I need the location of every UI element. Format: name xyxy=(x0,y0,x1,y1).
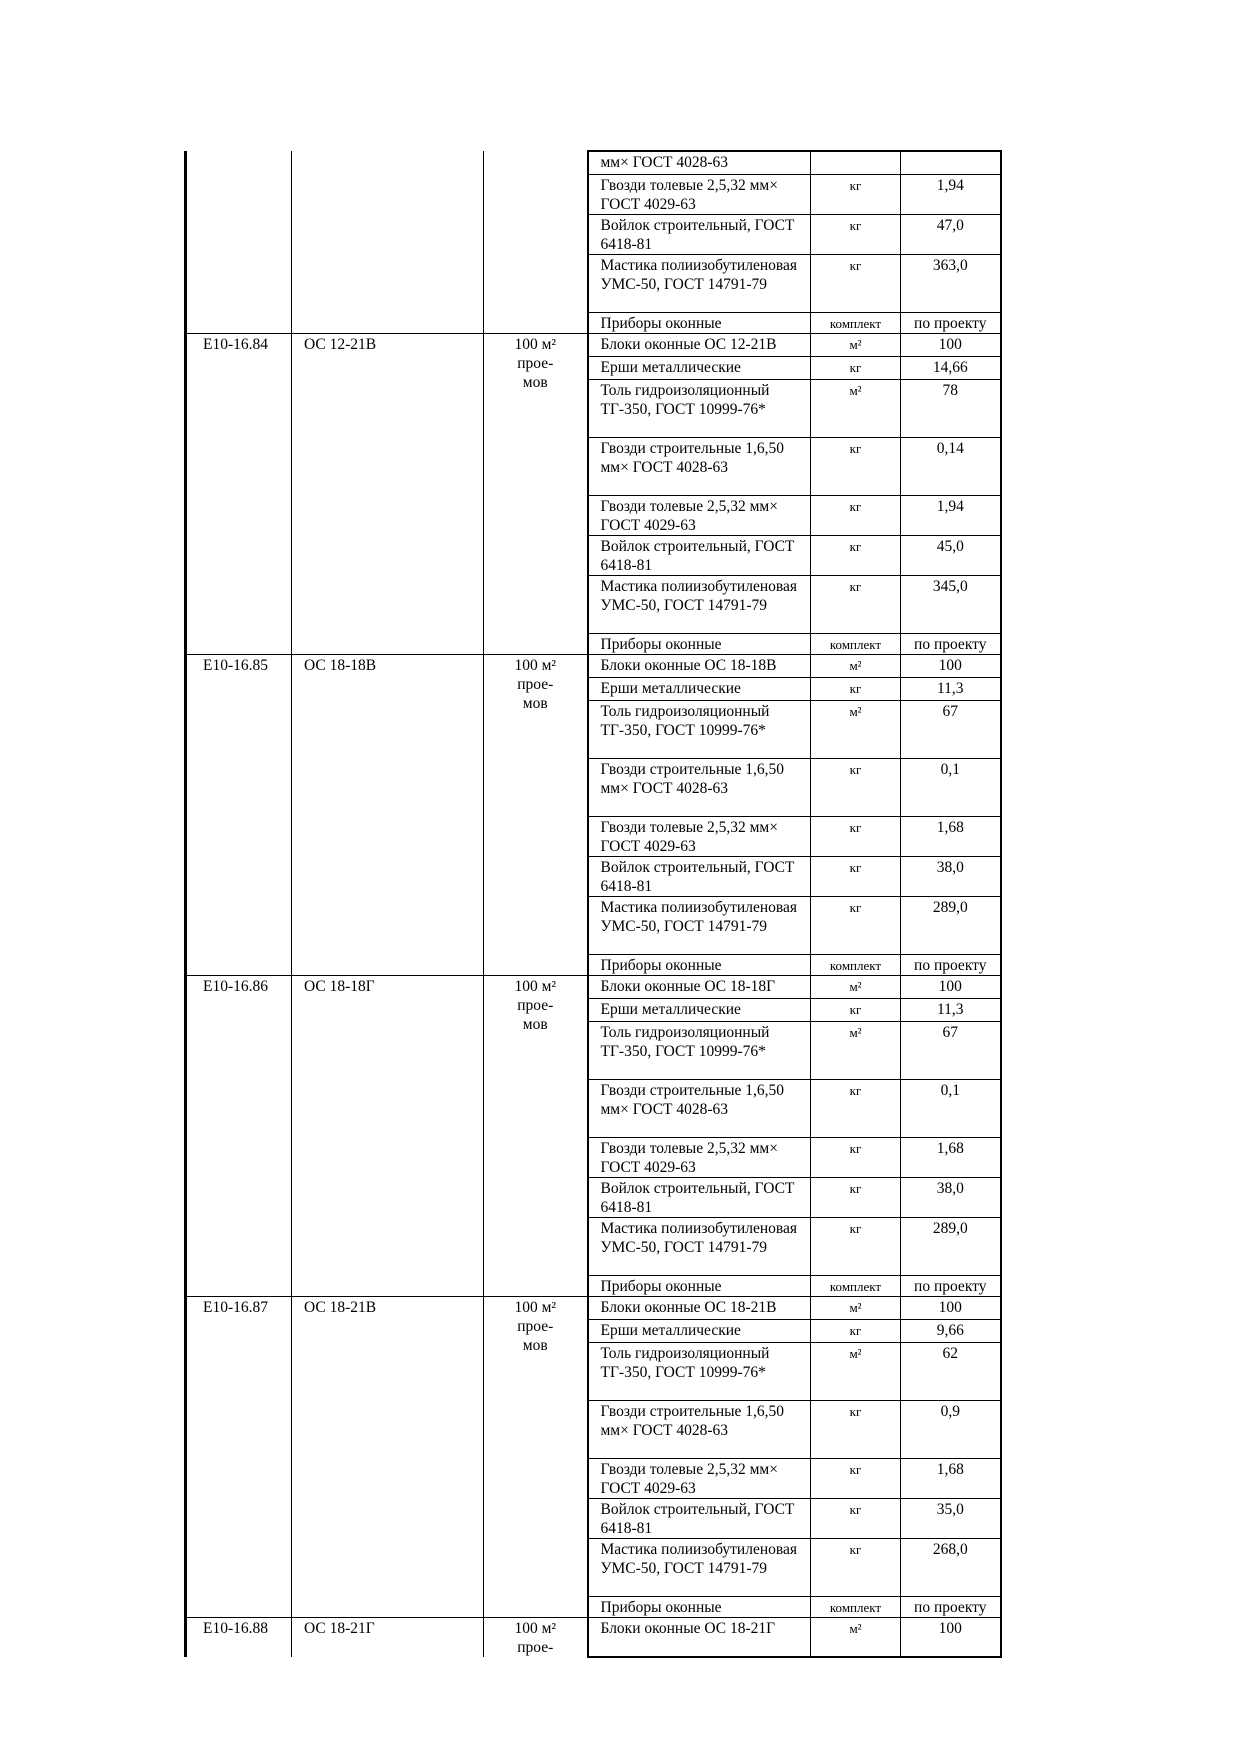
unit-line-2: прое- xyxy=(517,1638,554,1656)
measure-unit-cell: м² xyxy=(811,975,901,998)
measure-unit-cell: м² xyxy=(811,1617,901,1657)
norm-unit xyxy=(484,333,588,654)
measure-unit-cell: комплект xyxy=(811,312,901,333)
quantity-cell: 62 xyxy=(901,1342,1001,1400)
norms-table-page xyxy=(184,150,999,1658)
name-cell xyxy=(292,174,484,214)
measure-unit-cell: кг xyxy=(811,1319,901,1342)
norm-code: Е10-16.87 xyxy=(186,1296,292,1617)
unit-line-1: 100 м² xyxy=(514,656,557,674)
unit-cell xyxy=(484,254,588,312)
resource-name-cell: Гвозди толевые 2,5,32 мм× ГОСТ 4029-63 xyxy=(588,1137,811,1177)
unit-cell xyxy=(484,312,588,333)
quantity-cell: по проекту xyxy=(901,954,1001,975)
quantity-cell: 345,0 xyxy=(901,575,1001,633)
resource-name-cell: Мастика полиизобутиленовая УМС-50, ГОСТ 14791-79 xyxy=(588,575,811,633)
quantity-cell: 100 xyxy=(901,1296,1001,1319)
quantity-cell: по проекту xyxy=(901,1275,1001,1296)
quantity-cell: 1,68 xyxy=(901,816,1001,856)
resource-name-cell: Гвозди строительные 1,6,50 мм× ГОСТ 4028-63 xyxy=(588,437,811,495)
item-name: ОС 18-18В xyxy=(292,654,484,975)
measure-unit-cell: кг xyxy=(811,1079,901,1137)
resource-name-cell: Войлок строительный, ГОСТ 6418-81 xyxy=(588,856,811,896)
resource-name-cell: Войлок строительный, ГОСТ 6418-81 xyxy=(588,214,811,254)
resource-name-cell: Ерши металлические xyxy=(588,677,811,700)
quantity-cell: 0,9 xyxy=(901,1400,1001,1458)
quantity-cell: 38,0 xyxy=(901,856,1001,896)
resource-name-cell: Гвозди строительные 1,6,50 мм× ГОСТ 4028-63 xyxy=(588,1079,811,1137)
quantity-cell: 1,94 xyxy=(901,495,1001,535)
table-row xyxy=(186,1617,1001,1657)
resource-name-cell: Войлок строительный, ГОСТ 6418-81 xyxy=(588,1177,811,1217)
measure-unit-cell: кг xyxy=(811,1217,901,1275)
table-row xyxy=(186,312,1001,333)
measure-unit-cell: м² xyxy=(811,333,901,356)
measure-unit-cell: кг xyxy=(811,174,901,214)
quantity-cell: 47,0 xyxy=(901,214,1001,254)
measure-unit-cell: комплект xyxy=(811,1596,901,1617)
unit-cell xyxy=(484,214,588,254)
table-row xyxy=(186,174,1001,214)
measure-unit-cell: м² xyxy=(811,1342,901,1400)
resource-name-cell: Ерши металлические xyxy=(588,356,811,379)
quantity-cell: 289,0 xyxy=(901,896,1001,954)
quantity-cell: 67 xyxy=(901,700,1001,758)
code-cell xyxy=(186,312,292,333)
measure-unit-cell: кг xyxy=(811,1137,901,1177)
name-cell xyxy=(292,254,484,312)
resource-name-cell: Гвозди строительные 1,6,50 мм× ГОСТ 4028-63 xyxy=(588,758,811,816)
quantity-cell: 1,94 xyxy=(901,174,1001,214)
resource-name-cell: Мастика полиизобутиленовая УМС-50, ГОСТ 14791-79 xyxy=(588,1538,811,1596)
item-name: ОС 18-18Г xyxy=(292,975,484,1296)
resource-name-cell: Приборы оконные xyxy=(588,954,811,975)
measure-unit-cell: кг xyxy=(811,214,901,254)
resource-name-cell: Гвозди толевые 2,5,32 мм× ГОСТ 4029-63 xyxy=(588,174,811,214)
name-cell xyxy=(292,312,484,333)
quantity-cell: 38,0 xyxy=(901,1177,1001,1217)
resource-name-cell: Ерши металлические xyxy=(588,998,811,1021)
norm-code: Е10-16.88 xyxy=(186,1617,292,1657)
name-cell xyxy=(292,214,484,254)
quantity-cell: 14,66 xyxy=(901,356,1001,379)
quantity-cell: 100 xyxy=(901,1617,1001,1657)
norm-unit xyxy=(484,654,588,975)
measure-unit-cell: кг xyxy=(811,575,901,633)
resource-name-cell: Толь гидроизоляционный ТГ-350, ГОСТ 10999-76* xyxy=(588,1021,811,1079)
measure-unit-cell: кг xyxy=(811,1538,901,1596)
norm-code: Е10-16.86 xyxy=(186,975,292,1296)
table-row xyxy=(186,333,1001,356)
unit-line-1: 100 м² xyxy=(514,335,557,353)
measure-unit-cell: кг xyxy=(811,816,901,856)
resource-name-cell: Блоки оконные ОС 18-21Г xyxy=(588,1617,811,1657)
table-row xyxy=(186,214,1001,254)
table-row xyxy=(186,654,1001,677)
quantity-cell: 9,66 xyxy=(901,1319,1001,1342)
item-name: ОС 18-21Г xyxy=(292,1617,484,1657)
resource-name-cell: Блоки оконные ОС 18-18В xyxy=(588,654,811,677)
resource-name-cell: Войлок строительный, ГОСТ 6418-81 xyxy=(588,535,811,575)
code-cell xyxy=(186,151,292,174)
resource-name-cell: Приборы оконные xyxy=(588,312,811,333)
quantity-cell: 11,3 xyxy=(901,677,1001,700)
quantity-cell: 67 xyxy=(901,1021,1001,1079)
resource-name-cell: Мастика полиизобутиленовая УМС-50, ГОСТ 14791-79 xyxy=(588,254,811,312)
resource-name-cell: Гвозди строительные 1,6,50 мм× ГОСТ 4028-63 xyxy=(588,1400,811,1458)
unit-line-3: мов xyxy=(522,694,548,712)
quantity-cell: по проекту xyxy=(901,312,1001,333)
quantity-cell: 78 xyxy=(901,379,1001,437)
quantity-cell: 1,68 xyxy=(901,1137,1001,1177)
resource-name-cell: Мастика полиизобутиленовая УМС-50, ГОСТ 14791-79 xyxy=(588,896,811,954)
unit-line-2: прое- xyxy=(517,675,554,693)
quantity-cell: по проекту xyxy=(901,633,1001,654)
resource-name-cell: Приборы оконные xyxy=(588,1596,811,1617)
quantity-cell: 100 xyxy=(901,654,1001,677)
unit-line-1: 100 м² xyxy=(514,1298,557,1316)
resource-name-cell: мм× ГОСТ 4028-63 xyxy=(588,151,811,174)
code-cell xyxy=(186,214,292,254)
resource-name-cell: Гвозди толевые 2,5,32 мм× ГОСТ 4029-63 xyxy=(588,1458,811,1498)
resource-name-cell: Приборы оконные xyxy=(588,1275,811,1296)
code-cell xyxy=(186,254,292,312)
measure-unit-cell: кг xyxy=(811,356,901,379)
table-row xyxy=(186,975,1001,998)
code-cell xyxy=(186,174,292,214)
measure-unit-cell: кг xyxy=(811,896,901,954)
quantity-cell: 0,14 xyxy=(901,437,1001,495)
name-cell xyxy=(292,151,484,174)
measure-unit-cell: кг xyxy=(811,998,901,1021)
quantity-cell: 0,1 xyxy=(901,758,1001,816)
measure-unit-cell: м² xyxy=(811,379,901,437)
measure-unit-cell: кг xyxy=(811,758,901,816)
measure-unit-cell: кг xyxy=(811,437,901,495)
norm-unit xyxy=(484,1296,588,1617)
measure-unit-cell: кг xyxy=(811,495,901,535)
quantity-cell: 100 xyxy=(901,975,1001,998)
resource-name-cell: Гвозди толевые 2,5,32 мм× ГОСТ 4029-63 xyxy=(588,495,811,535)
unit-line-3: мов xyxy=(522,1336,548,1354)
table-row xyxy=(186,151,1001,174)
norm-code: Е10-16.84 xyxy=(186,333,292,654)
resource-name-cell: Ерши металлические xyxy=(588,1319,811,1342)
measure-unit-cell xyxy=(811,151,901,174)
resource-name-cell: Блоки оконные ОС 12-21В xyxy=(588,333,811,356)
measure-unit-cell: м² xyxy=(811,1296,901,1319)
table-row xyxy=(186,1296,1001,1319)
measure-unit-cell: комплект xyxy=(811,1275,901,1296)
quantity-cell: 0,1 xyxy=(901,1079,1001,1137)
quantity-cell xyxy=(901,151,1001,174)
norm-code: Е10-16.85 xyxy=(186,654,292,975)
unit-cell xyxy=(484,151,588,174)
resource-name-cell: Блоки оконные ОС 18-21В xyxy=(588,1296,811,1319)
quantity-cell: по проекту xyxy=(901,1596,1001,1617)
resource-name-cell: Толь гидроизоляционный ТГ-350, ГОСТ 10999-76* xyxy=(588,379,811,437)
measure-unit-cell: м² xyxy=(811,700,901,758)
measure-unit-cell: кг xyxy=(811,1400,901,1458)
quantity-cell: 100 xyxy=(901,333,1001,356)
unit-line-2: прое- xyxy=(517,354,554,372)
quantity-cell: 268,0 xyxy=(901,1538,1001,1596)
unit-cell xyxy=(484,174,588,214)
quantity-cell: 289,0 xyxy=(901,1217,1001,1275)
unit-line-2: прое- xyxy=(517,1317,554,1335)
table-row xyxy=(186,254,1001,312)
unit-line-1: 100 м² xyxy=(514,1619,557,1637)
resource-name-cell: Толь гидроизоляционный ТГ-350, ГОСТ 10999-76* xyxy=(588,700,811,758)
resource-name-cell: Блоки оконные ОС 18-18Г xyxy=(588,975,811,998)
measure-unit-cell: кг xyxy=(811,254,901,312)
item-name: ОС 18-21В xyxy=(292,1296,484,1617)
norm-unit xyxy=(484,975,588,1296)
measure-unit-cell: комплект xyxy=(811,633,901,654)
quantity-cell: 11,3 xyxy=(901,998,1001,1021)
unit-line-2: прое- xyxy=(517,996,554,1014)
resource-name-cell: Мастика полиизобутиленовая УМС-50, ГОСТ 14791-79 xyxy=(588,1217,811,1275)
resource-name-cell: Войлок строительный, ГОСТ 6418-81 xyxy=(588,1498,811,1538)
resource-norms-table xyxy=(184,150,1002,1658)
quantity-cell: 45,0 xyxy=(901,535,1001,575)
item-name: ОС 12-21В xyxy=(292,333,484,654)
resource-name-cell: Гвозди толевые 2,5,32 мм× ГОСТ 4029-63 xyxy=(588,816,811,856)
measure-unit-cell: кг xyxy=(811,677,901,700)
measure-unit-cell: м² xyxy=(811,1021,901,1079)
measure-unit-cell: кг xyxy=(811,535,901,575)
measure-unit-cell: кг xyxy=(811,1458,901,1498)
measure-unit-cell: кг xyxy=(811,1177,901,1217)
measure-unit-cell: кг xyxy=(811,856,901,896)
unit-line-3: мов xyxy=(522,1015,548,1033)
unit-line-1: 100 м² xyxy=(514,977,557,995)
resource-name-cell: Приборы оконные xyxy=(588,633,811,654)
quantity-cell: 35,0 xyxy=(901,1498,1001,1538)
measure-unit-cell: комплект xyxy=(811,954,901,975)
measure-unit-cell: кг xyxy=(811,1498,901,1538)
unit-line-3: мов xyxy=(522,373,548,391)
quantity-cell: 1,68 xyxy=(901,1458,1001,1498)
table-body xyxy=(186,151,1001,1657)
measure-unit-cell: м² xyxy=(811,654,901,677)
norm-unit xyxy=(484,1617,588,1657)
quantity-cell: 363,0 xyxy=(901,254,1001,312)
resource-name-cell: Толь гидроизоляционный ТГ-350, ГОСТ 10999-76* xyxy=(588,1342,811,1400)
